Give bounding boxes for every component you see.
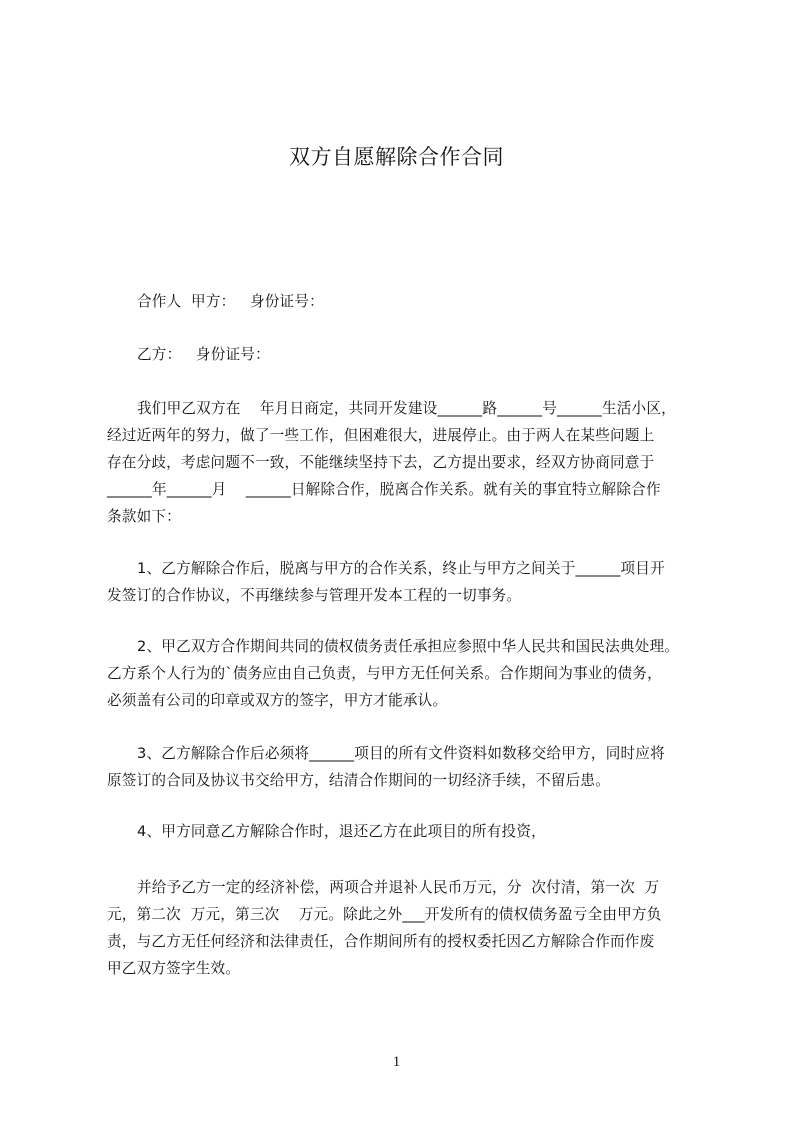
intro-line-4: ______年______月 ______日解除合作，脱离合作关系。就有关的事宜特立解除合作 <box>107 481 661 498</box>
intro-line-1: 我们甲乙双方在 年月日商定，共同开发建设______路______号______生活小区， <box>137 400 676 417</box>
intro-line-3: 存在分歧，考虑问题不一致，不能继续坚持下去，乙方提出要求，经双方协商同意于 <box>107 454 655 471</box>
compensation-line-4: 甲乙双方签字生效。 <box>107 960 241 977</box>
clause-2-line-3: 必须盖有公司的印章或双方的签字，甲方才能承认。 <box>107 692 448 709</box>
compensation-line-2: 元，第二次 万元，第三次 万元。除此之外___开发所有的债权债务盈亏全由甲方负 <box>107 906 662 923</box>
intro-line-5: 条款如下： <box>107 508 181 525</box>
document-title: 双方自愿解除合作合同 <box>289 145 504 169</box>
page-number: 1 <box>392 1054 401 1070</box>
clause-1-line-2: 发签订的合作协议，不再继续参与管理开发本工程的一切事务。 <box>107 587 522 604</box>
clause-4-line-1: 4、甲方同意乙方解除合作时，退还乙方在此项目的所有投资， <box>137 823 546 840</box>
clause-3-line-2: 原签订的合同及协议书交给甲方，结清合作期间的一切经济手续，不留后患。 <box>107 772 610 789</box>
clause-2-line-1: 2、甲乙双方合作期间共同的债权债务责任承担应参照中华人民共和国民法典处理。 <box>137 638 680 655</box>
compensation-line-3: 责，与乙方无任何经济和法律责任，合作期间所有的授权委托因乙方解除合作而作废 <box>107 933 655 950</box>
intro-line-2: 经过近两年的努力，做了一些工作，但困难很大，进展停止。由于两人在某些问题上 <box>107 427 655 444</box>
party-a-line: 合作人 甲方： 身份证号： <box>137 293 324 310</box>
party-b-line: 乙方： 身份证号： <box>137 346 270 363</box>
compensation-line-1: 并给予乙方一定的经济补偿，两项合并退补人民币万元，分 次付清，第一次 万 <box>137 879 660 896</box>
clause-3-line-1: 3、乙方解除合作后必须将______项目的所有文件资料如数移交给甲方，同时应将 <box>137 745 665 762</box>
clause-1-line-1: 1、乙方解除合作后，脱离与甲方的合作关系，终止与甲方之间关于______项目开 <box>137 560 665 577</box>
clause-2-line-2: 乙方系个人行为的`债务应由自己负责，与甲方无任何关系。合作期间为事业的债务， <box>107 665 662 682</box>
